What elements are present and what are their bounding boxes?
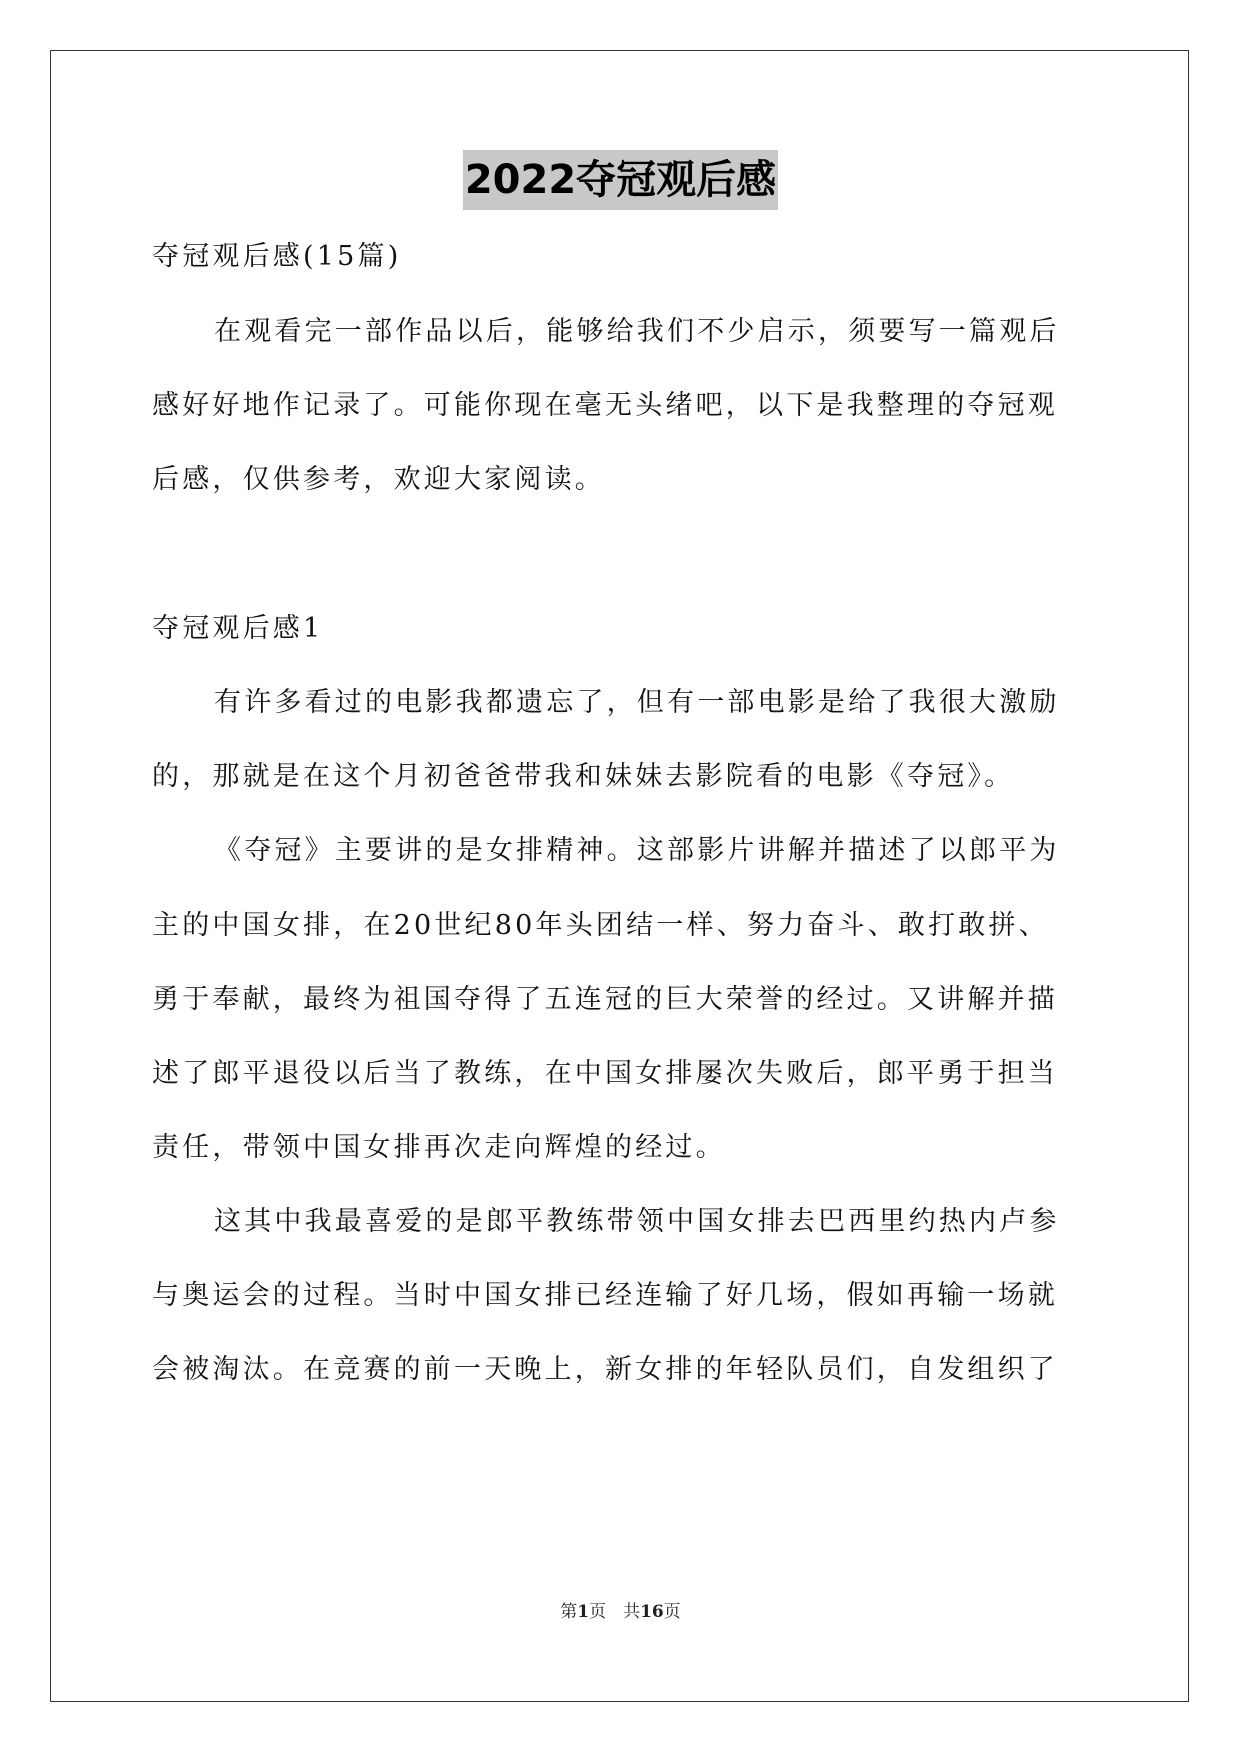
footer-prefix: 第 bbox=[560, 1602, 578, 1622]
section-heading: 夺冠观后感1 bbox=[152, 613, 324, 644]
paragraph-line: 感好好地作记录了。可能你现在毫无头绪吧，以下是我整理的夺冠观 bbox=[152, 390, 1058, 421]
paragraph-line: 在观看完一部作品以后，能够给我们不少启示，须要写一篇观后 bbox=[214, 316, 1060, 347]
footer-page-current: 1 bbox=[577, 1602, 590, 1622]
paragraph-line: 后感，仅供参考，欢迎大家阅读。 bbox=[152, 464, 605, 495]
title-container bbox=[0, 150, 1241, 210]
paragraph-line: 会被淘汰。在竞赛的前一天晚上，新女排的年轻队员们，自发组织了 bbox=[152, 1354, 1058, 1385]
paragraph-line: 勇于奉献，最终为祖国夺得了五连冠的巨大荣誉的经过。又讲解并描 bbox=[152, 984, 1058, 1015]
paragraph-line: 有许多看过的电影我都遗忘了，但有一部电影是给了我很大激励 bbox=[214, 687, 1060, 718]
footer-mid: 页 共 bbox=[589, 1602, 641, 1622]
paragraph-line: 主的中国女排，在20世纪80年头团结一样、努力奋斗、敢打敢拼、 bbox=[152, 910, 1049, 941]
paragraph-line: 这其中我最喜爱的是郎平教练带领中国女排去巴西里约热内卢参 bbox=[214, 1206, 1060, 1237]
document-subtitle: 夺冠观后感(15篇) bbox=[152, 241, 402, 272]
page-frame bbox=[50, 50, 1189, 1702]
page-footer bbox=[0, 1600, 1241, 1624]
footer-page-total: 16 bbox=[640, 1602, 664, 1622]
document-title: 2022夺冠观后感 bbox=[463, 150, 778, 210]
paragraph-line: 《夺冠》主要讲的是女排精神。这部影片讲解并描述了以郎平为 bbox=[214, 835, 1060, 866]
paragraph-line: 述了郎平退役以后当了教练，在中国女排屡次失败后，郎平勇于担当 bbox=[152, 1058, 1058, 1089]
paragraph-line: 的，那就是在这个月初爸爸带我和妹妹去影院看的电影《夺冠》。 bbox=[152, 761, 1015, 792]
paragraph-line: 与奥运会的过程。当时中国女排已经连输了好几场，假如再输一场就 bbox=[152, 1280, 1058, 1311]
paragraph-line: 责任，带领中国女排再次走向辉煌的经过。 bbox=[152, 1132, 726, 1163]
footer-suffix: 页 bbox=[663, 1602, 681, 1622]
